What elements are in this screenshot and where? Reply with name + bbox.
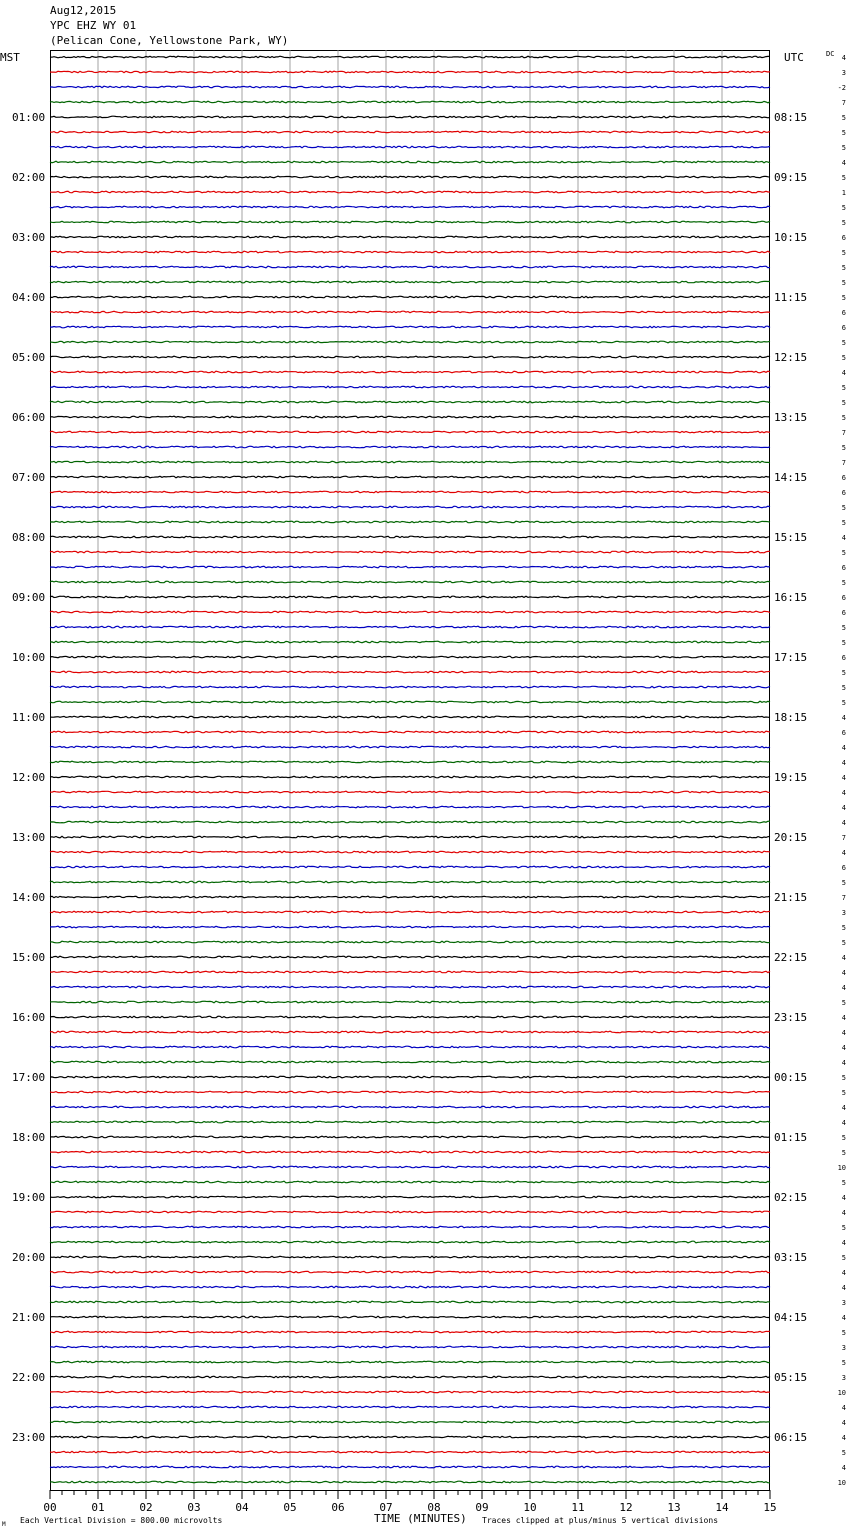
dc-offset-label: 4	[841, 1404, 846, 1412]
seismic-trace	[50, 1031, 770, 1033]
date-label: Aug12,2015	[50, 4, 117, 17]
dc-offset-label: 7	[841, 429, 846, 437]
dc-offset-label: 5	[841, 264, 846, 272]
seismic-trace	[50, 731, 770, 733]
utc-hour-label: 11:15	[774, 291, 808, 304]
seismic-trace	[50, 56, 770, 58]
dc-offset-label: 6	[841, 654, 846, 662]
station-label: YPC EHZ WY 01	[50, 19, 137, 32]
dc-offset-label: 5	[841, 384, 846, 392]
seismic-trace	[50, 446, 770, 448]
dc-offset-label: 6	[841, 609, 846, 617]
seismic-trace	[50, 131, 770, 133]
seismic-trace	[50, 566, 770, 568]
dc-offset-label: 4	[841, 1239, 846, 1247]
dc-offset-label: 4	[841, 744, 846, 752]
x-tick-label: 00	[43, 1501, 57, 1514]
seismic-trace	[50, 1436, 770, 1438]
right-zone-label: UTC	[784, 51, 804, 64]
dc-offset-label: 4	[841, 804, 846, 812]
seismic-trace	[50, 1241, 770, 1243]
seismic-trace	[50, 356, 770, 358]
dc-offset-label: 10	[837, 1479, 846, 1487]
seismic-trace	[50, 1121, 770, 1123]
seismic-trace	[50, 1301, 770, 1303]
dc-offset-label: 4	[841, 54, 846, 62]
x-tick-label: 15	[763, 1501, 777, 1514]
seismic-trace	[50, 1376, 770, 1378]
seismic-trace	[50, 641, 770, 643]
dc-offset-label: 5	[841, 579, 846, 587]
seismic-trace	[50, 161, 770, 163]
dc-offset-label: -2	[837, 84, 846, 92]
dc-offset-label: 5	[841, 699, 846, 707]
utc-hour-label: 17:15	[774, 651, 808, 664]
seismic-trace	[50, 626, 770, 628]
dc-offset-label: 4	[841, 789, 846, 797]
mst-hour-label: 13:00	[12, 831, 46, 844]
seismic-trace	[50, 776, 770, 778]
dc-offset-label: 4	[841, 1464, 846, 1472]
seismic-trace	[50, 971, 770, 973]
dc-offset-label: 4	[841, 819, 846, 827]
seismic-trace	[50, 1196, 770, 1198]
mst-hour-labels	[12, 111, 45, 1444]
seismic-trace	[50, 671, 770, 673]
seismic-trace	[50, 896, 770, 898]
mst-hour-label: 09:00	[12, 591, 46, 604]
x-axis-title: TIME (MINUTES)	[374, 1512, 467, 1525]
utc-hour-label: 08:15	[774, 111, 808, 124]
dc-offset-label: 6	[841, 309, 846, 317]
dc-offset-label: 6	[841, 564, 846, 572]
x-tick-label: 10	[523, 1501, 537, 1514]
dc-offset-label: 4	[841, 1029, 846, 1037]
dc-offset-label: 5	[841, 639, 846, 647]
dc-offset-label: 4	[841, 969, 846, 977]
dc-offset-label: 4	[841, 369, 846, 377]
seismic-trace	[50, 1286, 770, 1288]
dc-offset-label: 5	[841, 1224, 846, 1232]
x-tick-label: 12	[619, 1501, 633, 1514]
utc-hour-labels	[774, 111, 807, 1444]
seismic-trace	[50, 656, 770, 658]
x-tick-label: 04	[235, 1501, 249, 1514]
seismic-trace	[50, 206, 770, 208]
dc-offset-label: 4	[841, 954, 846, 962]
seismic-trace	[50, 521, 770, 523]
dc-offset-label: 5	[841, 504, 846, 512]
seismic-trace	[50, 1106, 770, 1108]
mst-hour-label: 01:00	[12, 111, 46, 124]
dc-offset-label: 5	[841, 1134, 846, 1142]
mst-hour-label: 23:00	[12, 1431, 46, 1444]
x-tick-label: 01	[91, 1501, 105, 1514]
dc-offset-label: 5	[841, 1449, 846, 1457]
dc-offset-label: 4	[841, 534, 846, 542]
dc-offset-label: 5	[841, 294, 846, 302]
seismic-trace	[50, 386, 770, 388]
utc-hour-label: 00:15	[774, 1071, 808, 1084]
dc-offset-label: 6	[841, 864, 846, 872]
seismic-trace	[50, 1316, 770, 1318]
seismic-trace	[50, 1151, 770, 1153]
mst-hour-label: 19:00	[12, 1191, 46, 1204]
dc-offset-label: 4	[841, 984, 846, 992]
seismic-trace	[50, 431, 770, 433]
dc-offset-label: 5	[841, 219, 846, 227]
seismic-trace	[50, 1136, 770, 1138]
seismic-trace	[50, 1076, 770, 1078]
dc-offset-label: 5	[841, 204, 846, 212]
mst-hour-label: 20:00	[12, 1251, 46, 1264]
utc-hour-label: 02:15	[774, 1191, 808, 1204]
seismic-trace	[50, 821, 770, 823]
seismic-trace	[50, 791, 770, 793]
seismic-trace	[50, 581, 770, 583]
dc-offset-label: 6	[841, 489, 846, 497]
corner-mark: M	[2, 1521, 6, 1528]
seismic-trace	[50, 1091, 770, 1093]
seismic-trace	[50, 1211, 770, 1213]
seismic-trace	[50, 1466, 770, 1468]
seismic-trace	[50, 1256, 770, 1258]
seismic-trace	[50, 191, 770, 193]
dc-offset-label: 5	[841, 519, 846, 527]
dc-offset-label: 6	[841, 234, 846, 242]
seismic-trace	[50, 326, 770, 328]
dc-offset-label: 7	[841, 894, 846, 902]
utc-hour-label: 13:15	[774, 411, 808, 424]
dc-header-label: DC	[826, 50, 835, 58]
mst-hour-label: 22:00	[12, 1371, 46, 1384]
seismic-trace	[50, 1166, 770, 1168]
utc-hour-label: 15:15	[774, 531, 808, 544]
seismic-trace	[50, 956, 770, 958]
seismic-trace	[50, 1046, 770, 1048]
utc-hour-label: 23:15	[774, 1011, 808, 1024]
seismic-trace	[50, 1421, 770, 1423]
dc-offset-label: 5	[841, 339, 846, 347]
mst-hour-label: 06:00	[12, 411, 46, 424]
dc-offset-label: 4	[841, 1044, 846, 1052]
seismic-trace	[50, 341, 770, 343]
dc-offset-label: 4	[841, 1014, 846, 1022]
utc-hour-label: 21:15	[774, 891, 808, 904]
seismic-trace	[50, 116, 770, 118]
seismic-trace	[50, 716, 770, 718]
seismic-trace	[50, 1361, 770, 1363]
dc-offset-label: 5	[841, 249, 846, 257]
dc-offset-label: 10	[837, 1389, 846, 1397]
dc-offset-label: 5	[841, 1089, 846, 1097]
seismic-trace	[50, 1391, 770, 1393]
seismic-trace	[50, 1226, 770, 1228]
dc-offset-label: 4	[841, 1119, 846, 1127]
mst-hour-label: 10:00	[12, 651, 46, 664]
x-tick-label: 08	[427, 1501, 441, 1514]
seismic-trace	[50, 101, 770, 103]
dc-offset-label: 5	[841, 999, 846, 1007]
seismic-trace	[50, 371, 770, 373]
mst-hour-label: 08:00	[12, 531, 46, 544]
seismic-trace	[50, 986, 770, 988]
dc-offset-label: 4	[841, 1269, 846, 1277]
utc-hour-label: 20:15	[774, 831, 808, 844]
seismic-trace	[50, 701, 770, 703]
dc-offset-label: 7	[841, 459, 846, 467]
dc-offset-label: 5	[841, 624, 846, 632]
seismic-trace	[50, 836, 770, 838]
dc-offset-labels	[838, 54, 846, 1487]
mst-hour-label: 17:00	[12, 1071, 46, 1084]
dc-offset-label: 10	[837, 1164, 846, 1172]
dc-offset-label: 5	[841, 1074, 846, 1082]
dc-offset-label: 4	[841, 159, 846, 167]
dc-offset-label: 3	[841, 1344, 846, 1352]
seismic-trace	[50, 1346, 770, 1348]
seismic-trace	[50, 221, 770, 223]
seismic-trace	[50, 686, 770, 688]
dc-offset-label: 5	[841, 444, 846, 452]
location-label: (Pelican Cone, Yellowstone Park, WY)	[50, 34, 289, 47]
dc-offset-label: 5	[841, 174, 846, 182]
utc-hour-label: 09:15	[774, 171, 808, 184]
dc-offset-label: 6	[841, 474, 846, 482]
mst-hour-label: 15:00	[12, 951, 46, 964]
utc-hour-label: 04:15	[774, 1311, 808, 1324]
dc-offset-label: 3	[841, 1299, 846, 1307]
x-tick-label: 11	[571, 1501, 585, 1514]
seismic-trace	[50, 281, 770, 283]
x-tick-label: 05	[283, 1501, 297, 1514]
x-tick-label: 13	[667, 1501, 681, 1514]
mst-hour-label: 05:00	[12, 351, 46, 364]
dc-offset-label: 7	[841, 99, 846, 107]
seismic-trace	[50, 461, 770, 463]
seismic-trace	[50, 866, 770, 868]
seismic-trace	[50, 1001, 770, 1003]
dc-offset-label: 5	[841, 354, 846, 362]
dc-offset-label: 5	[841, 129, 846, 137]
seismic-trace	[50, 416, 770, 418]
dc-offset-label: 4	[841, 1059, 846, 1067]
mst-hour-label: 02:00	[12, 171, 46, 184]
seismic-trace	[50, 266, 770, 268]
seismic-trace	[50, 146, 770, 148]
mst-hour-label: 11:00	[12, 711, 46, 724]
seismic-trace	[50, 296, 770, 298]
utc-hour-label: 01:15	[774, 1131, 808, 1144]
dc-offset-label: 3	[841, 69, 846, 77]
utc-hour-label: 16:15	[774, 591, 808, 604]
x-tick-label: 02	[139, 1501, 153, 1514]
mst-hour-label: 03:00	[12, 231, 46, 244]
seismic-trace	[50, 551, 770, 553]
x-axis-ticks	[43, 1490, 776, 1514]
seismic-trace	[50, 1481, 770, 1483]
dc-offset-label: 5	[841, 684, 846, 692]
dc-offset-label: 5	[841, 399, 846, 407]
utc-hour-label: 05:15	[774, 1371, 808, 1384]
seismic-trace	[50, 491, 770, 493]
seismic-trace	[50, 611, 770, 613]
x-tick-label: 14	[715, 1501, 729, 1514]
dc-offset-label: 5	[841, 114, 846, 122]
seismic-trace	[50, 1016, 770, 1018]
dc-offset-label: 3	[841, 909, 846, 917]
x-tick-label: 09	[475, 1501, 489, 1514]
seismic-trace	[50, 1271, 770, 1273]
utc-hour-label: 22:15	[774, 951, 808, 964]
dc-offset-label: 5	[841, 1329, 846, 1337]
seismic-trace	[50, 746, 770, 748]
dc-offset-label: 6	[841, 594, 846, 602]
utc-hour-label: 14:15	[774, 471, 808, 484]
seismic-trace	[50, 476, 770, 478]
dc-offset-label: 5	[841, 1359, 846, 1367]
seismic-trace	[50, 251, 770, 253]
dc-offset-label: 5	[841, 1149, 846, 1157]
seismic-trace	[50, 1061, 770, 1063]
seismic-trace	[50, 926, 770, 928]
dc-offset-label: 3	[841, 1374, 846, 1382]
seismic-trace	[50, 941, 770, 943]
seismic-trace	[50, 1181, 770, 1183]
dc-offset-label: 4	[841, 1104, 846, 1112]
utc-hour-label: 18:15	[774, 711, 808, 724]
mst-hour-label: 12:00	[12, 771, 46, 784]
dc-offset-label: 4	[841, 1419, 846, 1427]
dc-offset-label: 4	[841, 1314, 846, 1322]
utc-hour-label: 06:15	[774, 1431, 808, 1444]
utc-hour-label: 10:15	[774, 231, 808, 244]
dc-offset-label: 7	[841, 834, 846, 842]
dc-offset-label: 1	[841, 189, 846, 197]
mst-hour-label: 14:00	[12, 891, 46, 904]
seismic-trace	[50, 71, 770, 73]
dc-offset-label: 4	[841, 1284, 846, 1292]
seismic-trace	[50, 761, 770, 763]
seismic-trace	[50, 1331, 770, 1333]
utc-hour-label: 19:15	[774, 771, 808, 784]
dc-offset-label: 4	[841, 1194, 846, 1202]
dc-offset-label: 5	[841, 1179, 846, 1187]
utc-hour-label: 12:15	[774, 351, 808, 364]
mst-hour-label: 07:00	[12, 471, 46, 484]
dc-offset-label: 5	[841, 549, 846, 557]
x-tick-label: 07	[379, 1501, 393, 1514]
seismic-trace	[50, 806, 770, 808]
seismic-trace	[50, 596, 770, 598]
seismic-trace	[50, 1451, 770, 1453]
seismic-trace	[50, 401, 770, 403]
dc-offset-label: 4	[841, 774, 846, 782]
dc-offset-label: 5	[841, 879, 846, 887]
seismic-trace	[50, 1406, 770, 1408]
seismic-trace	[50, 236, 770, 238]
mst-hour-label: 04:00	[12, 291, 46, 304]
seismic-trace	[50, 851, 770, 853]
seismic-trace	[50, 86, 770, 88]
seismic-trace	[50, 176, 770, 178]
x-tick-label: 06	[331, 1501, 345, 1514]
dc-offset-label: 5	[841, 669, 846, 677]
dc-offset-label: 5	[841, 144, 846, 152]
seismic-trace	[50, 311, 770, 313]
trace-group	[50, 56, 770, 1483]
seismic-trace	[50, 911, 770, 913]
left-zone-label: MST	[0, 51, 20, 64]
scale-note: Each Vertical Division = 800.00 microvolts	[20, 1516, 223, 1525]
dc-offset-label: 5	[841, 939, 846, 947]
dc-offset-label: 4	[841, 1209, 846, 1217]
utc-hour-label: 03:15	[774, 1251, 808, 1264]
seismic-trace	[50, 506, 770, 508]
seismic-trace	[50, 881, 770, 883]
seismic-trace	[50, 536, 770, 538]
dc-offset-label: 4	[841, 1434, 846, 1442]
dc-offset-label: 5	[841, 1254, 846, 1262]
dc-offset-label: 5	[841, 279, 846, 287]
dc-offset-label: 5	[841, 414, 846, 422]
dc-offset-label: 6	[841, 729, 846, 737]
dc-offset-label: 5	[841, 924, 846, 932]
dc-offset-label: 4	[841, 849, 846, 857]
dc-offset-label: 6	[841, 324, 846, 332]
x-tick-label: 03	[187, 1501, 201, 1514]
mst-hour-label: 18:00	[12, 1131, 46, 1144]
mst-hour-label: 21:00	[12, 1311, 46, 1324]
mst-hour-label: 16:00	[12, 1011, 46, 1024]
dc-offset-label: 4	[841, 759, 846, 767]
dc-offset-label: 4	[841, 714, 846, 722]
clip-note: Traces clipped at plus/minus 5 vertical divisions	[482, 1516, 719, 1525]
